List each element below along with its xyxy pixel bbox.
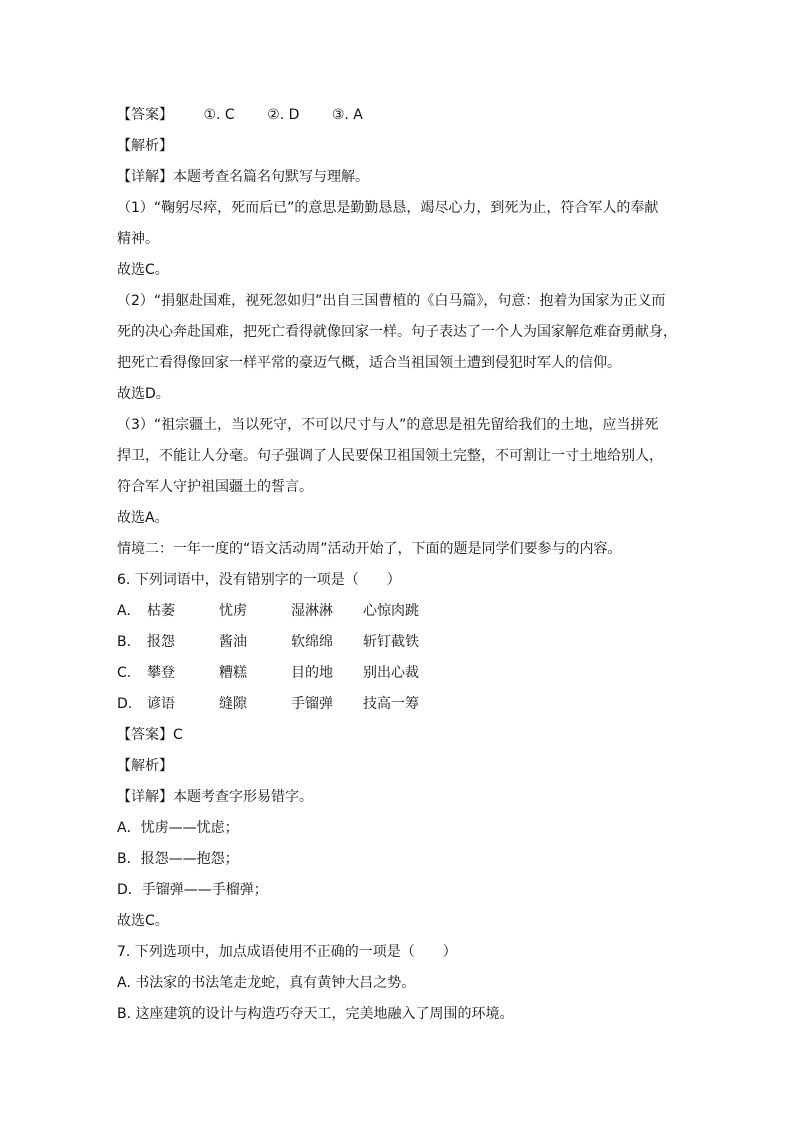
- option-word: 手镏弹: [291, 696, 333, 712]
- option-word: 报怨: [147, 634, 175, 650]
- detail-line: 【详解】本题考查名篇名句默写与理解。: [117, 169, 369, 185]
- option-word: 软绵绵: [291, 634, 333, 650]
- analysis-tag: 【解析】: [117, 758, 173, 774]
- option-word: 酱油: [219, 634, 247, 650]
- scenario-heading: 情境二：一年一度的“语文活动周”活动开始了，下面的题是同学们要参与的内容。: [117, 541, 622, 557]
- explanation-line: 精神。: [117, 231, 159, 247]
- correction-line: B．报怨——抱怨；: [117, 851, 239, 867]
- answer-1: ①. C: [203, 107, 235, 123]
- choice-line: 故选D。: [117, 386, 170, 402]
- option-a: A. 书法家的书法笔走龙蛇，真有黄钟大吕之势。: [117, 975, 416, 991]
- detail-line: 【详解】本题考查字形易错字。: [117, 789, 313, 805]
- option-word: 忧虏: [219, 603, 247, 619]
- question-stem: 6. 下列词语中，没有错别字的一项是（ ）: [117, 572, 401, 588]
- choice-line: 故选C。: [117, 913, 169, 929]
- answer-tag: 【答案】: [117, 107, 173, 123]
- option-label: D.: [117, 696, 133, 712]
- option-d: [117, 689, 682, 720]
- option-label: A.: [117, 603, 131, 619]
- answer-3: ③. A: [331, 107, 363, 123]
- explanation-line: 捍卫，不能让人分毫。句子强调了人民要保卫祖国领土完整，不可割让一寸土地给别人，: [117, 448, 663, 464]
- option-word: 湿淋淋: [291, 603, 333, 619]
- explanation-line: （3）“祖宗疆土，当以死守，不可以尺寸与人”的意思是祖先留给我们的土地，应当拼死: [117, 417, 659, 433]
- answer-line: 【答案】C: [117, 727, 183, 743]
- option-word: 别出心裁: [363, 665, 419, 681]
- option-word: 缝隙: [219, 696, 247, 712]
- option-word: 枯萎: [147, 603, 175, 619]
- option-word: 技高一筹: [363, 696, 419, 712]
- q5-answer-row: [117, 100, 682, 131]
- option-word: 糟糕: [219, 665, 247, 681]
- explanation-line: （2）“捐躯赴国难，视死忽如归”出自三国曹植的《白马篇》，句意：抱着为国家为正义而: [117, 293, 666, 309]
- question-stem: 7. 下列选项中，加点成语使用不正确的一项是（ ）: [117, 944, 457, 960]
- explanation-line: 死的决心奔赴国难，把死亡看得就像回家一样。句子表达了一个人为国家解危难奋勇献身，: [117, 324, 677, 340]
- option-word: 斩钉截铁: [363, 634, 419, 650]
- choice-line: 故选C。: [117, 262, 169, 278]
- option-b: [117, 627, 682, 658]
- option-c: [117, 658, 682, 689]
- option-word: 谚语: [147, 696, 175, 712]
- document-page: [117, 100, 682, 1030]
- analysis-tag: 【解析】: [117, 138, 173, 154]
- option-word: 目的地: [291, 665, 333, 681]
- correction-line: A．忧虏——忧虑；: [117, 820, 239, 836]
- correction-line: D．手镏弹——手榴弹；: [117, 882, 268, 898]
- choice-line: 故选A。: [117, 510, 169, 526]
- option-b: B. 这座建筑的设计与构造巧夺天工，完美地融入了周围的环境。: [117, 1006, 514, 1022]
- option-a: [117, 596, 682, 627]
- explanation-line: 符合军人守护祖国疆土的誓言。: [117, 479, 313, 495]
- explanation-line: （1）“鞠躬尽瘁，死而后已”的意思是勤勤恳恳，竭尽心力，到死为止，符合军人的奉献: [117, 200, 659, 216]
- option-label: B.: [117, 634, 132, 650]
- explanation-line: 把死亡看得像回家一样平常的豪迈气概，适合当祖国领土遭到侵犯时军人的信仰。: [117, 355, 621, 371]
- option-word: 攀登: [147, 665, 175, 681]
- option-word: 心惊肉跳: [363, 603, 419, 619]
- answer-2: ②. D: [267, 107, 300, 123]
- option-label: C.: [117, 665, 132, 681]
